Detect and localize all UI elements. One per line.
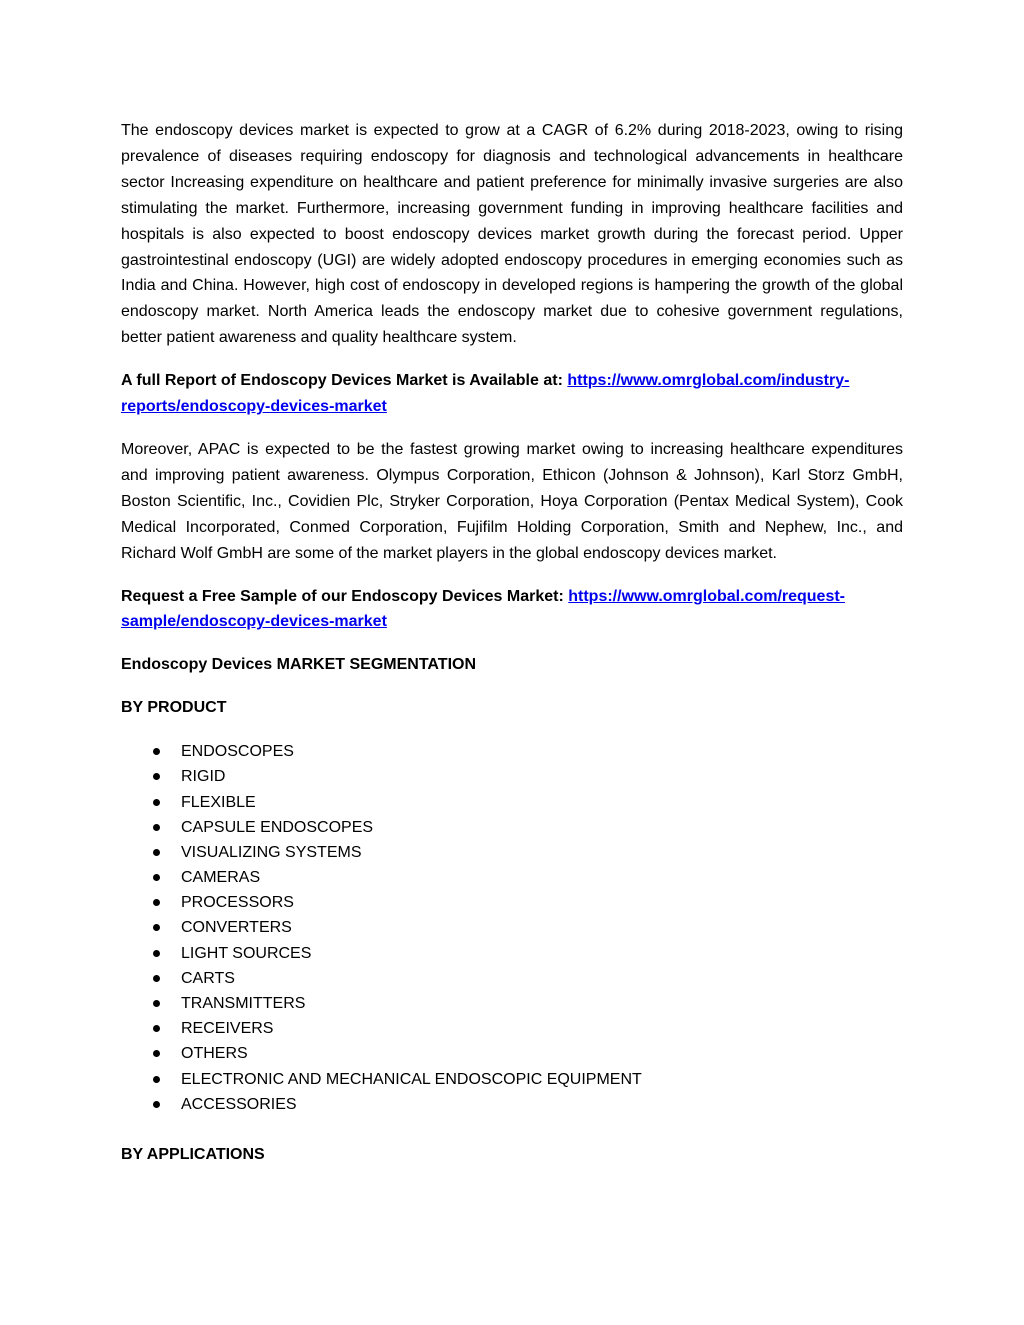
list-item-label: FLEXIBLE [181, 793, 256, 811]
list-item [121, 764, 903, 789]
bullet-icon [153, 799, 160, 806]
bullet-icon [153, 1050, 160, 1057]
list-item-label: CARTS [181, 969, 235, 987]
bullet-icon [153, 874, 160, 881]
bullet-icon [153, 748, 160, 755]
list-item [121, 1067, 903, 1092]
sample-request-link[interactable]: https://www.omrglobal.com/request-sample/endoscopy-devices-market [121, 587, 846, 631]
document-page [121, 118, 903, 1168]
sample-request-line [121, 584, 903, 636]
list-item [121, 865, 903, 890]
list-item [121, 1016, 903, 1041]
list-item-label: OTHERS [181, 1045, 248, 1063]
full-report-label: A full Report of Endoscopy Devices Market is Available at: [121, 372, 568, 390]
list-item-label: CAPSULE ENDOSCOPES [181, 818, 374, 836]
list-item-label: CAMERAS [181, 869, 261, 887]
by-applications-heading: BY APPLICATIONS [121, 1145, 265, 1163]
list-item [121, 966, 903, 991]
bullet-icon [153, 899, 160, 906]
full-report-line [121, 368, 903, 420]
list-item [121, 1041, 903, 1066]
list-item-label: ACCESSORIES [181, 1095, 297, 1113]
list-item-label: LIGHT SOURCES [181, 944, 312, 962]
segmentation-heading: Endoscopy Devices MARKET SEGMENTATION [121, 656, 477, 674]
list-item [121, 790, 903, 815]
bullet-icon [153, 1076, 160, 1083]
list-item [121, 915, 903, 940]
bullet-icon [153, 1000, 160, 1007]
bullet-icon [153, 849, 160, 856]
by-product-heading: BY PRODUCT [121, 699, 227, 717]
list-item [121, 739, 903, 764]
list-item [121, 991, 903, 1016]
full-report-link[interactable]: https://www.omrglobal.com/industry-reports/endoscopy-devices-market [121, 372, 850, 416]
bullet-icon [153, 975, 160, 982]
sample-request-label: Request a Free Sample of our Endoscopy Devices Market: [121, 587, 569, 605]
bullet-icon [153, 773, 160, 780]
intro-paragraph: The endoscopy devices market is expected to grow at a CAGR of 6.2% during 2018-2023, owing to rising prevalence of diseases requiring endoscopy for diagnosis and technological advancements in healthcare sector Increasing expenditure on healthcare and patient preference for minimally invasive surgeries are also stimulating the market. Furthermore, increasing government funding in improving healthcare facilities and hospitals is also expected to boost endoscopy devices market growth during the forecast period. Upper gastrointestinal endoscopy (UGI) are widely adopted endoscopy procedures in emerging economies such as India and China. However, high cost of endoscopy in developed regions is hampering the growth of the global endoscopy market. North America leads the endoscopy market due to cohesive government regulations, better patient awareness and quality healthcare system. [121, 122, 903, 347]
list-item [121, 890, 903, 915]
list-item-label: CONVERTERS [181, 919, 292, 937]
list-item-label: RECEIVERS [181, 1020, 274, 1038]
players-paragraph: Moreover, APAC is expected to be the fastest growing market owing to increasing healthcare expenditures and improving patient awareness. Olympus Corporation, Ethicon (Johnson & Johnson), Karl Storz GmbH, Boston Scientific, Inc., Covidien Plc, Stryker Corporation, Hoya Corporation (Pentax Medical System), Cook Medical Incorporated, Conmed Corporation, Fujifilm Holding Corporation, Smith and Nephew, Inc., and Richard Wolf GmbH are some of the market players in the global endoscopy devices market. [121, 440, 903, 562]
list-item-label: TRANSMITTERS [181, 995, 306, 1012]
bullet-icon [153, 1025, 160, 1032]
list-item-label: ELECTRONIC AND MECHANICAL ENDOSCOPIC EQUIPMENT [181, 1070, 642, 1088]
bullet-icon [153, 950, 160, 957]
list-item [121, 840, 903, 865]
list-item-label: ENDOSCOPES [181, 743, 294, 761]
product-list [121, 739, 903, 1117]
list-item [121, 941, 903, 966]
list-item-label: VISUALIZING SYSTEMS [181, 843, 362, 861]
bullet-icon [153, 1101, 160, 1108]
list-item-label: RIGID [181, 768, 226, 786]
bullet-icon [153, 924, 160, 931]
list-item [121, 815, 903, 840]
list-item-label: PROCESSORS [181, 894, 294, 912]
bullet-icon [153, 824, 160, 831]
list-item [121, 1092, 903, 1117]
